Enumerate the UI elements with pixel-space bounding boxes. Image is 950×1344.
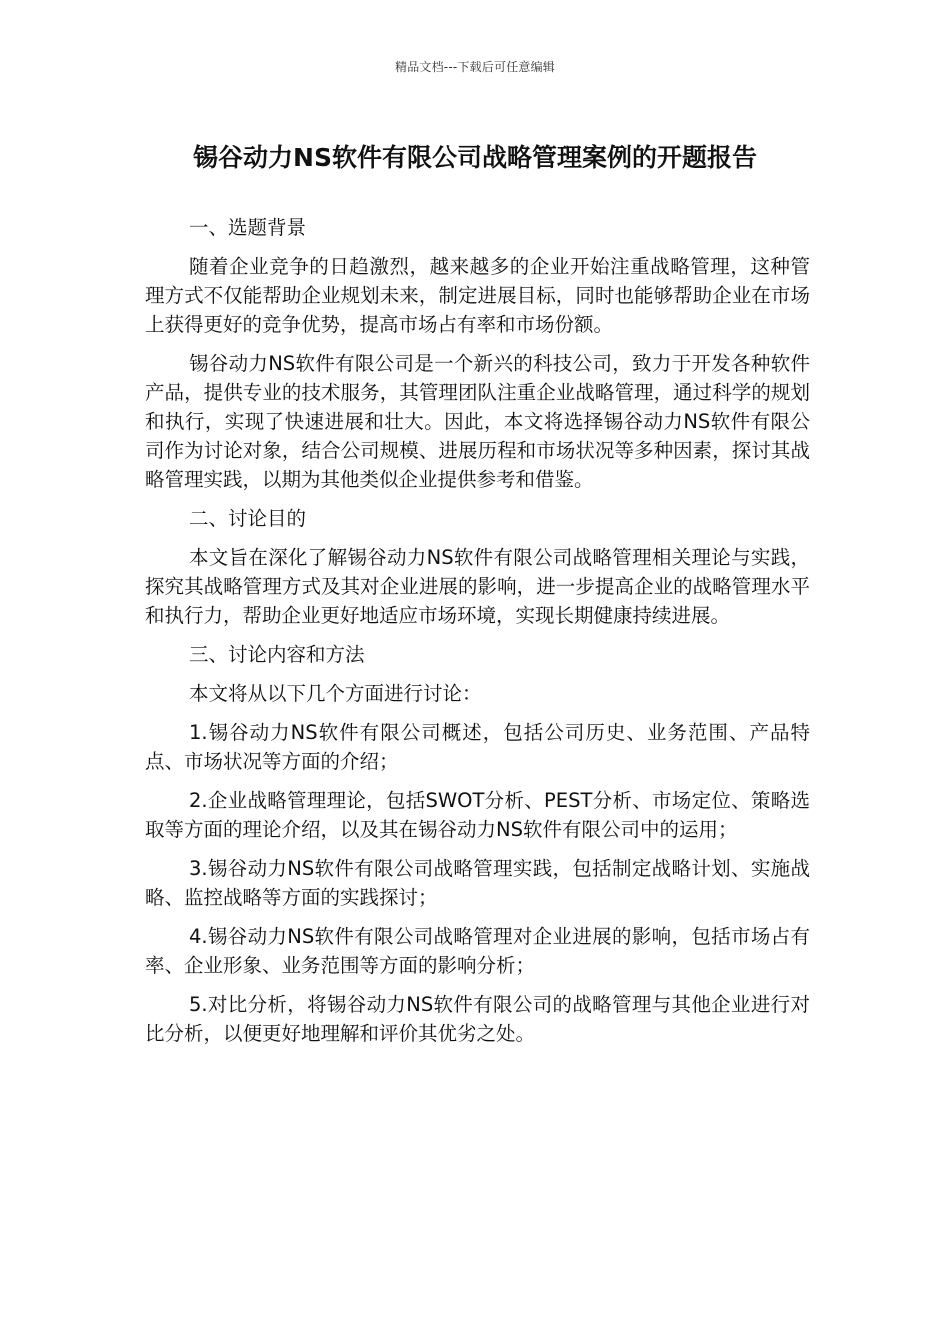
list-item-3: 3.锡谷动力NS软件有限公司战略管理实践，包括制定战略计划、实施战略、监控战略等方面的实践探讨； <box>145 857 810 909</box>
section-heading-purpose: 二、讨论目的 <box>189 507 307 530</box>
document-body <box>145 213 810 1058</box>
list-item-5: 5.对比分析，将锡谷动力NS软件有限公司的战略管理与其他企业进行对比分析，以便更好地理解和评价其优劣之处。 <box>145 993 810 1045</box>
section-heading-content-methods: 三、讨论内容和方法 <box>189 643 365 666</box>
section-heading-background: 一、选题背景 <box>189 216 307 239</box>
list-item-4: 4.锡谷动力NS软件有限公司战略管理对企业进展的影响，包括市场占有率、企业形象、业务范围等方面的影响分析； <box>145 925 810 977</box>
document-title: 锡谷动力NS软件有限公司战略管理案例的开题报告 <box>193 143 757 172</box>
header-note: 精品文档---下载后可任意编辑 <box>395 60 555 74</box>
paragraph-purpose: 本文旨在深化了解锡谷动力NS软件有限公司战略管理相关理论与实践，探究其战略管理方式及其对企业进展的影响，进一步提高企业的战略管理水平和执行力，帮助企业更好地适应市场环境，实现长期健康持续进展。 <box>145 546 810 627</box>
list-item-2: 2.企业战略管理理论，包括SWOT分析、PEST分析、市场定位、策略选取等方面的理论介绍，以及其在锡谷动力NS软件有限公司中的运用； <box>145 789 810 841</box>
paragraph-content-intro: 本文将从以下几个方面进行讨论： <box>189 682 482 705</box>
paragraph-background-1: 随着企业竞争的日趋激烈，越来越多的企业开始注重战略管理，这种管理方式不仅能帮助企业规划未来，制定进展目标，同时也能够帮助企业在市场上获得更好的竞争优势，提高市场占有率和市场份额。 <box>145 255 810 336</box>
list-item-1: 1.锡谷动力NS软件有限公司概述，包括公司历史、业务范围、产品特点、市场状况等方面的介绍； <box>145 721 810 773</box>
paragraph-background-2: 锡谷动力NS软件有限公司是一个新兴的科技公司，致力于开发各种软件产品，提供专业的技术服务，其管理团队注重企业战略管理，通过科学的规划和执行，实现了快速进展和壮大。因此，本文将选择锡谷动力NS软件有限公司作为讨论对象，结合公司规模、进展历程和市场状况等多种因素，探讨其战略管理实践，以期为其他类似企业提供参考和借鉴。 <box>145 352 810 491</box>
